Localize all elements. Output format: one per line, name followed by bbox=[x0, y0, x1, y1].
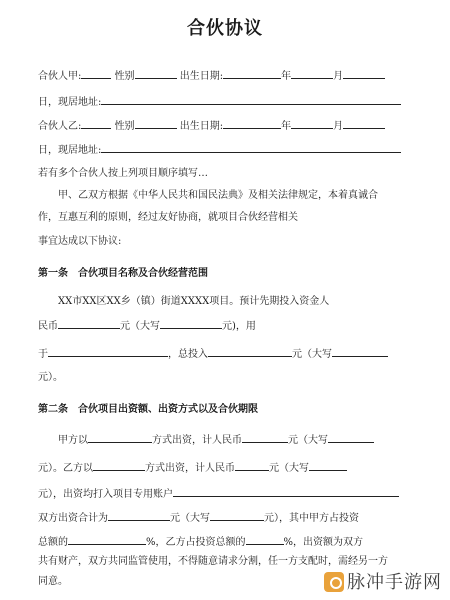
party-b-share-blank bbox=[246, 534, 284, 545]
party-b-amount-blank bbox=[235, 460, 269, 471]
partner-a-label: 合伙人甲: bbox=[38, 71, 82, 82]
watermark-logo-icon bbox=[324, 572, 344, 592]
partner-b-address-line bbox=[38, 142, 401, 157]
partner-a-address-blank bbox=[101, 94, 401, 105]
partner-b-gender-label: 性别 bbox=[114, 121, 135, 132]
article-2-line-3: 元），出资均打入项目专用账户 bbox=[38, 486, 399, 501]
article-2-line-4: 双方出资合计为 元（大写 元），其中甲方占投资 bbox=[38, 510, 359, 525]
party-a-method-blank bbox=[88, 432, 152, 443]
partner-a-day-label: 日， bbox=[38, 97, 58, 108]
party-b-amount-words-blank bbox=[309, 460, 347, 471]
partner-a-day-blank bbox=[343, 68, 385, 79]
total-contribution-blank bbox=[108, 510, 170, 521]
watermark bbox=[324, 568, 442, 594]
article-1-line-1: XX市XX区XX乡（镇）街道XXXX项目。预计先期投入资金人 bbox=[58, 296, 330, 307]
article-2-line-5: 总额的 %，乙方占投资总额的 %，出资额为双方 bbox=[38, 534, 363, 549]
article-1-line-4: 元）。 bbox=[38, 372, 63, 383]
project-account-blank bbox=[173, 486, 399, 497]
partner-a-address-label: 现居地址: bbox=[58, 97, 102, 108]
partner-b-day-blank bbox=[343, 118, 385, 129]
partner-b-gender-blank bbox=[135, 118, 177, 129]
total-contribution-words-blank bbox=[210, 510, 264, 521]
partner-b-address-label: 现居地址: bbox=[58, 145, 102, 156]
partner-b-address-blank bbox=[101, 142, 401, 153]
partner-b-day-label: 日， bbox=[38, 145, 58, 156]
watermark-text: 脉冲手游网 bbox=[347, 572, 442, 593]
partner-a-gender-label: 性别 bbox=[114, 71, 135, 82]
preamble-line-1: 甲、乙双方根据《中华人民共和国民法典》及相关法律规定，本着真诚合 bbox=[58, 190, 378, 201]
preamble-line-2: 作，互惠互利的原则，经过友好协商，就项目合伙经营相关 bbox=[38, 212, 298, 223]
partner-a-year-label: 年 bbox=[281, 71, 292, 82]
article-1-heading: 第一条 合伙项目名称及合伙经营范围 bbox=[38, 268, 208, 279]
partner-a-address-line bbox=[38, 94, 401, 109]
article-1-purpose-blank bbox=[48, 346, 168, 357]
party-a-amount-words-blank bbox=[328, 432, 374, 443]
party-b-method-blank bbox=[93, 460, 145, 471]
article-2-line-2: 元）。乙方以 方式出资，计人民币 元（大写 bbox=[38, 460, 347, 475]
article-1-amount-blank bbox=[58, 318, 120, 329]
article-2-line-7: 同意。 bbox=[38, 576, 68, 587]
partner-b-year-blank bbox=[223, 118, 281, 129]
partner-a-month-blank bbox=[291, 68, 333, 79]
party-a-amount-blank bbox=[242, 432, 288, 443]
article-2-line-6: 共有财产，双方共同监管使用，不得随意请求分割，任一方支配时，需经另一方 bbox=[38, 556, 388, 567]
article-2-line-1: 甲方以 方式出资，计人民币 元（大写 bbox=[58, 432, 374, 447]
article-1-total-words-blank bbox=[332, 346, 388, 357]
partner-b-year-label: 年 bbox=[281, 121, 292, 132]
document-title: 合伙协议 bbox=[187, 18, 263, 39]
partner-a-line bbox=[38, 68, 385, 83]
article-1-amount-words-blank bbox=[160, 318, 222, 329]
partner-b-name-blank bbox=[81, 118, 111, 129]
partner-a-month-label: 月 bbox=[333, 71, 344, 82]
party-a-share-blank bbox=[68, 534, 146, 545]
multiple-partners-note: 若有多个合伙人按上列项目顺序填写… bbox=[38, 168, 208, 179]
partner-a-year-blank bbox=[223, 68, 281, 79]
partner-b-line bbox=[38, 118, 385, 133]
partner-b-month-blank bbox=[291, 118, 333, 129]
preamble-line-3: 事宜达成以下协议: bbox=[38, 236, 122, 247]
partner-b-month-label: 月 bbox=[333, 121, 344, 132]
article-1-total-blank bbox=[208, 346, 292, 357]
partner-a-birth-label: 出生日期: bbox=[179, 71, 224, 82]
partner-a-name-blank bbox=[81, 68, 111, 79]
partner-b-birth-label: 出生日期: bbox=[179, 121, 224, 132]
article-2-heading: 第二条 合伙项目出资额、出资方式以及合伙期限 bbox=[38, 404, 258, 415]
article-1-line-2: 民币 元（大写 元)，用 bbox=[38, 318, 256, 333]
article-1-line-3: 于 ，总投入 元（大写 bbox=[38, 346, 388, 361]
partner-b-label: 合伙人乙: bbox=[38, 121, 82, 132]
partner-a-gender-blank bbox=[135, 68, 177, 79]
